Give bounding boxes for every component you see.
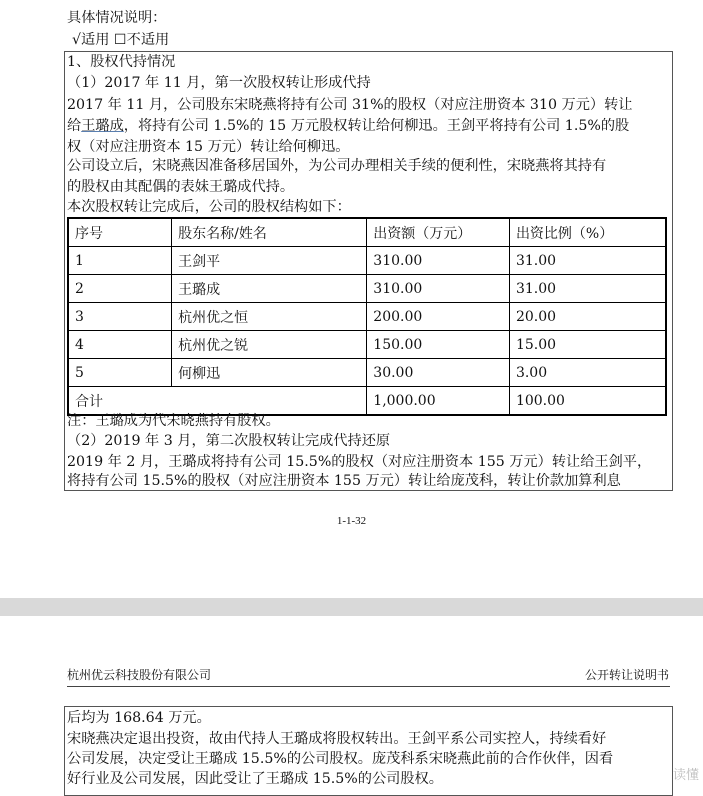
paragraph-line: 2017 年 11 月，公司股东宋晓燕将持有公司 31%的股权（对应注册资本 310 万元）转让: [67, 97, 633, 113]
table-cell: 何柳迅: [172, 359, 367, 387]
text-span: 给: [67, 118, 82, 134]
table-cell: 100.00: [509, 387, 666, 416]
paragraph-line: 2019 年 2 月，王璐成将持有公司 15.5%的股权（对应注册资本 155 万元）转让给王剑平，: [67, 454, 652, 470]
table-header-cell: 股东名称/姓名: [172, 218, 367, 247]
table-cell: 王璐成: [172, 275, 367, 303]
table-cell: 150.00: [367, 331, 510, 359]
table-cell: 31.00: [509, 247, 666, 275]
paragraph-line: 好行业及公司发展，因此受让了王璐成 15.5%的公司股权。: [67, 771, 443, 787]
table-cell: 30.00: [367, 359, 510, 387]
header-company-name: 杭州优云科技股份有限公司: [67, 668, 212, 682]
table-cell: 5: [68, 359, 172, 387]
table-cell: 1,000.00: [367, 387, 510, 416]
watermark-logo: 读懂: [672, 768, 699, 783]
table-header-cell: 出资比例（%）: [509, 218, 666, 247]
table-cell: 杭州优之锐: [172, 331, 367, 359]
table-cell: 4: [68, 331, 172, 359]
table-header-row: [68, 218, 666, 247]
applicable-options: √适用 ☐不适用: [72, 32, 170, 48]
underlined-name: 王璐成: [81, 118, 124, 134]
section-heading: 具体情况说明：: [67, 10, 167, 26]
page-number: 1-1-32: [336, 515, 367, 527]
table-cell: 杭州优之恒: [172, 303, 367, 331]
paragraph-line: 后均为 168.64 万元。: [67, 710, 211, 726]
table-note: 注：王璐成为代宋晓燕持有股权。: [67, 413, 280, 429]
table-cell: 王剑平: [172, 247, 367, 275]
table-intro: 本次股权转让完成后，公司的股权结构如下：: [67, 199, 351, 215]
table-row: [68, 359, 666, 387]
item2-title: （2）2019 年 3 月，第二次股权转让完成代持还原: [67, 433, 391, 449]
table-header-cell: 序号: [68, 218, 172, 247]
paragraph-line: 权（对应注册资本 15 万元）转让给何柳迅。: [67, 139, 350, 155]
table-cell: 15.00: [509, 331, 666, 359]
item1-title: （1）2017 年 11 月，第一次股权转让形成代持: [67, 75, 371, 91]
table-cell: 31.00: [509, 275, 666, 303]
table-row: [68, 303, 666, 331]
table-cell: 3.00: [509, 359, 666, 387]
table-row: [68, 247, 666, 275]
table-cell: 1: [68, 247, 172, 275]
equity-structure-table: [67, 217, 667, 416]
header-rule: [67, 686, 670, 687]
paragraph-line: 公司设立后，宋晓燕因准备移居国外，为公司办理相关手续的便利性，宋晓燕将其持有: [67, 158, 607, 174]
table-header-cell: 出资额（万元）: [367, 218, 510, 247]
paragraph-line: 宋晓燕决定退出投资，故由代持人王璐成将股权转出。王剑平系公司实控人，持续看好: [67, 731, 607, 747]
paragraph-line: [67, 116, 629, 136]
paragraph-line: 的股权由其配偶的表妹王璐成代持。: [67, 179, 295, 195]
table-cell: 200.00: [367, 303, 510, 331]
subtitle: 1、股权代持情况: [67, 54, 176, 70]
table-cell: 310.00: [367, 247, 510, 275]
table-cell: 3: [68, 303, 172, 331]
table-cell: 310.00: [367, 275, 510, 303]
paragraph-line: 将持有公司 15.5%的股权（对应注册资本 155 万元）转让给庞茂科，转让价款加算利息: [67, 473, 621, 489]
text-span: ，将持有公司 1.5%的 15 万元股权转让给何柳迅。王剑平将持有公司 1.5%的股: [123, 118, 630, 134]
table-total-label: 合计: [68, 387, 367, 416]
table-cell: 20.00: [509, 303, 666, 331]
table-row: [68, 275, 666, 303]
table-cell: 2: [68, 275, 172, 303]
table-row: [68, 331, 666, 359]
paragraph-line: 公司发展，决定受让王璐成 15.5%的公司股权。庞茂科系宋晓燕此前的合作伙伴，因看: [67, 751, 614, 767]
page-separator: [0, 598, 703, 616]
header-document-title: 公开转让说明书: [584, 668, 669, 682]
